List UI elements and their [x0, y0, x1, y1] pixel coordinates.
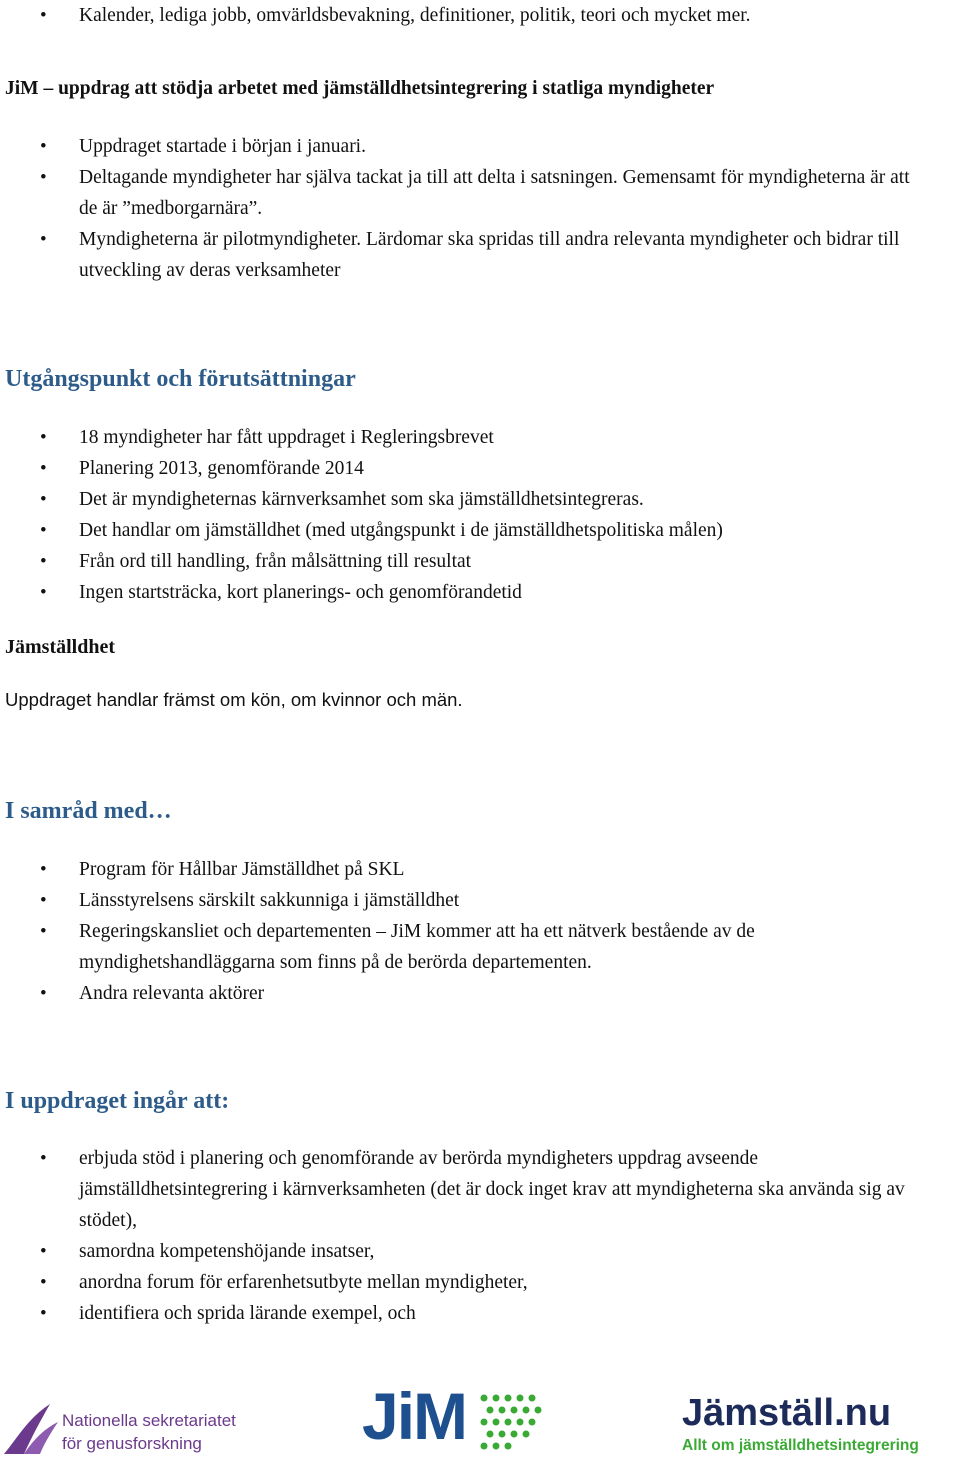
list-item: • 18 myndigheter har fått uppdraget i Regleringsbrevet: [0, 422, 960, 453]
list-item: • Länsstyrelsens särskilt sakkunniga i jämställdhet: [0, 885, 960, 916]
nationella-swoosh-icon: [2, 1400, 60, 1458]
list-item: • anordna forum för erfarenhetsutbyte mellan myndigheter,: [0, 1267, 960, 1298]
list-item: • erbjuda stöd i planering och genomförande av berörda myndigheters uppdrag avseende jämställdhetsintegrering i kärnverksamheten (det är dock inget krav att myndigheterna ska använda sig av stödet),: [0, 1143, 960, 1236]
jim-logo-text: JiM: [362, 1379, 467, 1453]
section-heading-uppdraget: I uppdraget ingår att:: [5, 1088, 230, 1114]
list-item: • Det handlar om jämställdhet (med utgångspunkt i de jämställdhetspolitiska målen): [0, 515, 960, 546]
section-heading-samrad: I samråd med…: [5, 798, 172, 824]
jim-heading: JiM – uppdrag att stödja arbetet med jämställdhetsintegrering i statliga myndigheter: [5, 78, 715, 99]
list-item: • Kalender, lediga jobb, omvärldsbevakning, definitioner, politik, teori och mycket mer.: [0, 0, 960, 31]
section2-list: [0, 854, 960, 1009]
section3-list: [0, 1143, 960, 1329]
list-item: • Planering 2013, genomförande 2014: [0, 453, 960, 484]
list-item: • identifiera och sprida lärande exempel, och: [0, 1298, 960, 1329]
jamstall-tagline: Allt om jämställdhetsintegrering: [682, 1437, 919, 1454]
jamstalldhet-text: Uppdraget handlar främst om kön, om kvinnor och män.: [5, 689, 463, 710]
jamstall-title: Jämställ.nu: [682, 1392, 892, 1434]
list-item: • Deltagande myndigheter har själva tackat ja till att delta i satsningen. Gemensamt för myndigheterna är att de är ”medborgarnära”.: [0, 162, 960, 224]
section-heading-utgangspunkt: Utgångspunkt och förutsättningar: [5, 366, 356, 392]
list-item: • Myndigheterna är pilotmyndigheter. Lärdomar ska spridas till andra relevanta myndigheter och bidrar till utveckling av deras verksamheter: [0, 224, 960, 286]
nationella-sekretariatet-logo: [0, 1400, 260, 1460]
jim-list: [0, 131, 960, 286]
list-item: • Från ord till handling, från målsättning till resultat: [0, 546, 960, 577]
list-item: • Ingen startsträcka, kort planerings- och genomförandetid: [0, 577, 960, 608]
list-item: • Det är myndigheternas kärnverksamhet som ska jämställdhetsintegreras.: [0, 484, 960, 515]
list-item: • Program för Hållbar Jämställdhet på SKL: [0, 854, 960, 885]
list-item: • Regeringskansliet och departementen – JiM kommer att ha ett nätverk bestående av de myndighetshandläggarna som finns på de berörda departementen.: [0, 916, 960, 978]
jim-dots-icon: [474, 1388, 554, 1458]
logos-footer: [0, 1378, 960, 1462]
section1-list: [0, 422, 960, 608]
nationella-line1: Nationella sekretariatet: [62, 1411, 236, 1430]
jim-logo: [362, 1379, 562, 1460]
list-item: • Andra relevanta aktörer: [0, 978, 960, 1009]
jamstalldhet-heading: Jämställdhet: [5, 636, 115, 658]
intro-list: [0, 0, 960, 31]
list-item: • samordna kompetenshöjande insatser,: [0, 1236, 960, 1267]
jamstall-nu-logo: [682, 1392, 956, 1460]
list-item: • Uppdraget startade i början i januari.: [0, 131, 960, 162]
nationella-line2: för genusforskning: [62, 1434, 202, 1453]
